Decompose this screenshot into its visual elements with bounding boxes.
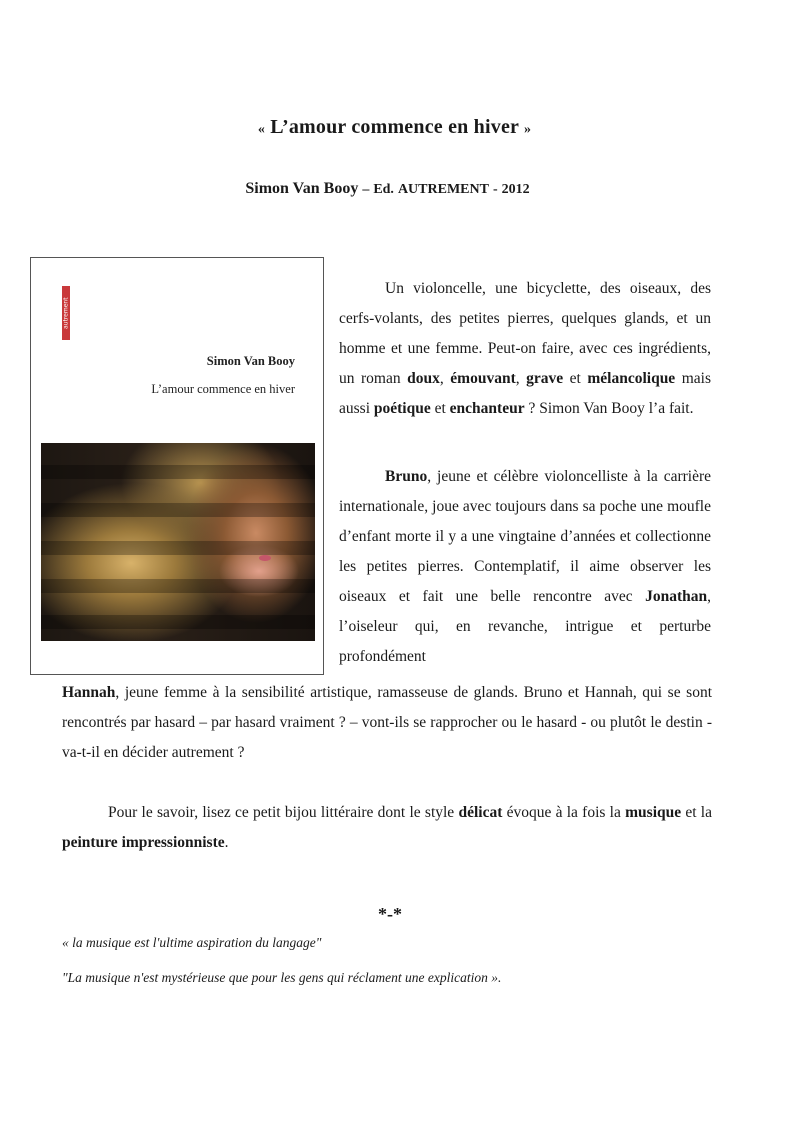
photo-stripe <box>41 465 315 479</box>
bold-text-run: Hannah <box>62 684 116 701</box>
title-close-quote: » <box>523 122 532 137</box>
quote-2: "La musique n'est mystérieuse que pour les gens qui réclament une explication ». <box>62 970 502 985</box>
separator-hyphen: - <box>492 182 498 197</box>
publication-year: 2012 <box>501 182 530 197</box>
text-run: ? Simon Van Booy l’a fait. <box>524 400 694 417</box>
photo-stripe <box>41 541 315 555</box>
bold-text-run: doux <box>407 370 440 387</box>
text-run: , l’oiseleur qui, en revanche, intrigue et perturbe profondément <box>339 588 711 665</box>
bold-text-run: grave <box>526 370 564 387</box>
book-cover <box>30 257 324 675</box>
document-subtitle <box>0 180 775 198</box>
author-name: Simon Van Booy <box>245 180 359 197</box>
bold-text-run: mélancolique <box>587 370 676 387</box>
text-run: et <box>563 370 588 387</box>
paragraph-3 <box>62 798 712 858</box>
bold-text-run: Bruno <box>385 468 428 485</box>
section-separator: *-* <box>378 904 402 924</box>
bold-text-run: émouvant <box>450 370 516 387</box>
bold-text-run: musique <box>625 804 682 821</box>
text-run: Pour le savoir, lisez ce petit bijou littéraire dont le style <box>108 804 459 821</box>
text-run: , jeune femme à la sensibilité artistique, ramasseuse de glands. Bruno et Hannah, qui se sont rencontrés par hasard – par hasard vraiment ? – vont-ils se rapprocher ou le hasard - ou plutôt le destin - va-t-il en décider autrement ? <box>62 684 712 761</box>
quote-1: « la musique est l'ultime aspiration du langage" <box>62 935 322 950</box>
text-run: . <box>224 834 229 851</box>
bold-text-run: poétique <box>373 400 431 417</box>
bold-text-run: peinture impressionniste <box>62 834 225 851</box>
photo-stripe <box>41 615 315 629</box>
photo-lips <box>259 555 271 561</box>
publisher-prefix: Ed. <box>373 182 394 197</box>
text-run: évoque à la fois la <box>502 804 626 821</box>
text-run: Un violoncelle, une bicyclette, des oiseaux, des cerfs-volants, des petites pierres, quelques glands, et un homme et une femme. Peut-on faire, avec ces ingrédients, un roman <box>339 280 711 387</box>
bold-text-run: délicat <box>458 804 503 821</box>
cover-photo <box>41 443 315 641</box>
title-text: L’amour commence en hiver <box>270 116 519 138</box>
cover-title: L’amour commence en hiver <box>151 382 295 396</box>
photo-stripe <box>41 503 315 517</box>
text-run: , <box>439 370 451 387</box>
paragraph-2-continued <box>62 678 712 768</box>
paragraph-1 <box>339 274 711 424</box>
text-run: , <box>515 370 527 387</box>
document-title <box>0 116 789 139</box>
title-open-quote: « <box>257 122 266 137</box>
text-run: et <box>430 400 450 417</box>
bold-text-run: Jonathan <box>645 588 708 605</box>
paragraph-2 <box>339 462 711 672</box>
publisher-name: AUTREMENT <box>397 182 489 197</box>
text-run: , jeune et célèbre violoncelliste à la carrière internationale, joue avec toujours dans sa poche une moufle d’enfant morte il y a une vingtaine d’années et collectionne les petites pierres. Contemplatif, il aime observer les oiseaux et fait une belle rencontre avec <box>339 468 711 605</box>
imprint-label: autrement <box>62 286 70 340</box>
text-run: et la <box>681 804 712 821</box>
photo-stripe <box>41 579 315 593</box>
bold-text-run: enchanteur <box>449 400 525 417</box>
separator-dash: – <box>362 182 370 197</box>
cover-author: Simon Van Booy <box>206 354 295 368</box>
text-run: mais aussi <box>339 370 711 417</box>
